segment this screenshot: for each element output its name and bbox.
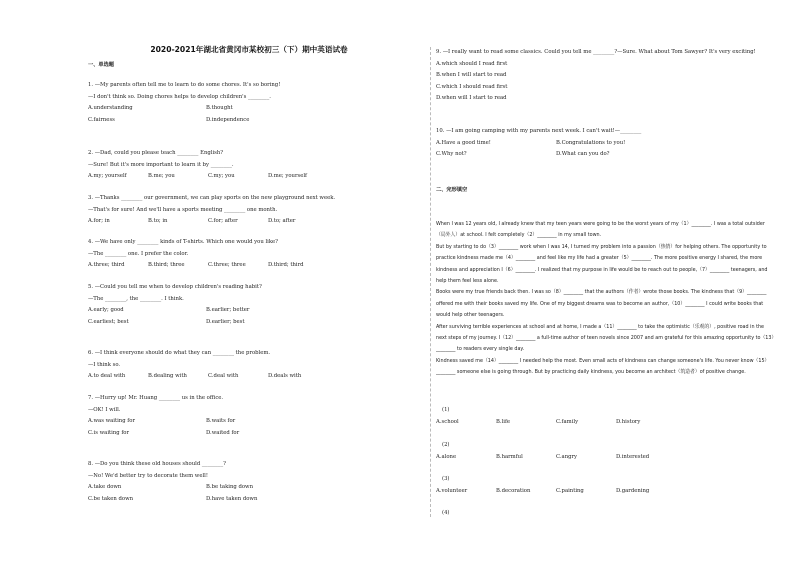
answer-option: D.interested <box>616 453 650 460</box>
answer-option: B.earlier; better <box>206 307 250 314</box>
question-text: 8. —Do you think these old houses should ________? <box>88 461 226 467</box>
question-item <box>436 126 776 161</box>
question-item <box>88 282 410 328</box>
answer-option: B.thought <box>206 105 233 112</box>
question-text: 7. —Hurry up! Mr. Huang ________ us in the office. <box>88 395 224 401</box>
question-item <box>88 80 410 126</box>
section-heading-single-choice: 一、单选题 <box>88 62 114 68</box>
answer-option: D.history <box>616 418 641 425</box>
cloze-number: (3) <box>442 476 450 482</box>
answer-options <box>88 416 410 439</box>
question-text: 10. —I am going camping with my parents next week. I can't wait! <box>436 128 615 134</box>
answer-option: B.third; three <box>148 262 185 269</box>
answer-option: B.to; in <box>148 218 168 225</box>
answer-options <box>88 216 410 228</box>
answer-option: A.school <box>436 418 459 425</box>
question-text: —I think so. <box>88 361 121 368</box>
answer-option: A.for; in <box>88 218 110 225</box>
question-text: 3. —Thanks ________ our government, we can play sports on the new playground next week. <box>88 195 336 201</box>
question-text: —The ________ one. I prefer the color. <box>88 250 189 257</box>
answer-option: C.my; you <box>208 173 235 180</box>
question-item <box>88 348 410 383</box>
answer-option: A.alone <box>436 453 457 460</box>
column-divider <box>430 47 431 517</box>
answer-option: A.understanding <box>88 105 133 112</box>
cloze-item <box>436 405 776 428</box>
answer-options <box>88 260 410 272</box>
question-text: 1. —My parents often tell me to learn to do some chores. It's so boring! <box>88 82 281 88</box>
cloze-item <box>436 508 776 520</box>
question-item <box>88 393 410 439</box>
answer-option: C.deal with <box>208 373 239 380</box>
cloze-item <box>436 440 776 463</box>
answer-option: D.gardening <box>616 487 650 494</box>
answer-option: C.fairness <box>88 116 115 123</box>
question-text: —Sure. What about Tom Sawyer? It's very exciting! <box>617 49 756 55</box>
question-text: 9. —I really want to read some classics. Could you tell me ________? <box>436 49 618 55</box>
answer-option: B.me; you <box>148 173 175 180</box>
answer-option: B.waits for <box>206 418 236 425</box>
answer-option: C.be taken down <box>88 495 134 502</box>
question-item <box>88 193 410 228</box>
question-text: —________ <box>614 128 642 134</box>
question-text: 2. —Dad, could you please teach ________ English? <box>88 150 224 156</box>
answer-option: B.be taking down <box>206 484 253 491</box>
question-text: —That's for sure! And we'll have a sports meeting ________ one month. <box>88 206 278 213</box>
answer-options <box>436 417 776 429</box>
passage-paragraph: After surviving terrible experiences at school and at home, I made a（11）________ to take the optimistic（乐观的）, positive road in the next steps of my journey. I（12）________ a full-time author of teen novels since 2007 and am grateful for this amazing opportunity to（13）________ to readers every single day. <box>436 323 774 353</box>
answer-option: C.is waiting for <box>88 429 130 436</box>
right-column <box>436 0 776 562</box>
answer-option: C.family <box>556 418 579 425</box>
page-title: 2020-2021年湖北省黄冈市某校初三（下）期中英语试卷 <box>150 45 348 54</box>
answer-options <box>436 138 776 161</box>
passage-paragraph: But by starting to do（3）________ work when I was 14, I turned my problem into a passion（热情）for helping others. The opportunity to practice kindness made me（4）________ and feel like my life had a greater（5）________. The more positive energy I shared, the more kindness and appreciation I（6）________. I realized that my purpose in life would be to reach out to people,（7）________ teenagers, and help them feel less alone. <box>436 243 768 285</box>
answer-option: D.when will I start to read <box>436 95 507 102</box>
question-text: 5. —Could you tell me when to develop children's reading habit? <box>88 284 262 290</box>
answer-option: D.to; after <box>268 218 296 225</box>
cloze-number: (2) <box>442 442 450 448</box>
cloze-number: (4) <box>442 510 450 516</box>
question-item <box>88 459 410 505</box>
cloze-passage <box>436 219 774 379</box>
section-heading-cloze: 二、完形填空 <box>436 187 468 193</box>
question-item <box>436 47 776 105</box>
answer-option: D.third; third <box>268 262 304 269</box>
answer-option: D.What can you do? <box>556 151 610 158</box>
answer-option: D.independence <box>206 116 250 123</box>
answer-options <box>88 371 410 383</box>
answer-option: D.deals with <box>268 373 302 380</box>
question-item <box>88 237 410 272</box>
question-text: —OK! I will. <box>88 406 121 413</box>
question-item <box>88 148 410 183</box>
answer-option: A.to deal with <box>88 373 126 380</box>
answer-option: A.three; third <box>88 262 125 269</box>
answer-option: D.earlier; best <box>206 318 245 325</box>
answer-option: A.Have a good time! <box>436 139 491 146</box>
cloze-number: (1) <box>442 407 450 413</box>
passage-paragraph: Kindness saved me（14）________ I needed help the most. Even small acts of kindness can change someone's life. You never know（15）________ someone else is going through. But by practicing daily kindness, you become an architect（筑造者）of positive change. <box>436 357 770 376</box>
answer-option: A.my; yourself <box>88 173 127 180</box>
answer-option: B.harmful <box>496 453 523 460</box>
answer-option: A.which should I read first <box>436 60 508 67</box>
answer-option: B.life <box>496 418 511 425</box>
answer-option: A.volunteer <box>436 487 468 494</box>
answer-option: B.Congratulations to you! <box>556 139 626 146</box>
answer-option: C.angry <box>556 453 578 460</box>
answer-option: B.decoration <box>496 487 531 494</box>
answer-option: C.which I should read first <box>436 83 508 90</box>
answer-option: B.when I will start to read <box>436 72 507 79</box>
answer-option: C.for; after <box>208 218 238 225</box>
answer-options <box>88 482 410 505</box>
left-column <box>88 0 410 562</box>
question-text: —I don't think so. Doing chores helps to develop children's ________. <box>88 93 271 100</box>
answer-options <box>436 452 776 464</box>
question-text: 4. —We have only ________ kinds of T-shirts. Which one would you like? <box>88 239 279 245</box>
answer-option: A.take down <box>88 484 122 491</box>
answer-options <box>436 486 776 498</box>
answer-options <box>88 103 410 126</box>
question-text: —No! We'd better try to decorate them well! <box>88 472 208 479</box>
passage-paragraph: When I was 12 years old, I already knew that my teen years were going to be the worst years of my（1）________. I was a total outsider（局外人）at school. I felt completely（2）________ in my small town. <box>436 221 765 239</box>
answer-option: D.me; yourself <box>268 173 307 180</box>
answer-option: B.dealing with <box>148 373 187 380</box>
answer-options <box>436 59 776 105</box>
answer-option: D.waited for <box>206 429 240 436</box>
cloze-item <box>436 474 776 497</box>
question-text: 6. —I think everyone should do what they can ________ the problem. <box>88 350 271 356</box>
answer-option: A.early; good <box>88 307 124 314</box>
answer-option: D.have taken down <box>206 495 258 502</box>
passage-paragraph: Books were my true friends back then. I was so（8）________ that the authors（作者）wrote those books. The kindness that（9）________ offered me with their books saved my life. One of my biggest dreams was to become an author,（10）________ I could write books that would help other teenagers. <box>436 289 767 319</box>
answer-option: C.earliest; best <box>88 318 129 325</box>
answer-option: C.Why not? <box>436 151 467 158</box>
answer-option: C.three; three <box>208 262 246 269</box>
question-text: —The ________, the ________. I think. <box>88 295 184 302</box>
question-text: —Sure! But it's more important to learn it by ________. <box>88 161 234 168</box>
answer-options <box>88 305 410 328</box>
answer-option: A.was waiting for <box>88 418 135 425</box>
answer-option: C.painting <box>556 487 584 494</box>
answer-options <box>88 171 410 183</box>
